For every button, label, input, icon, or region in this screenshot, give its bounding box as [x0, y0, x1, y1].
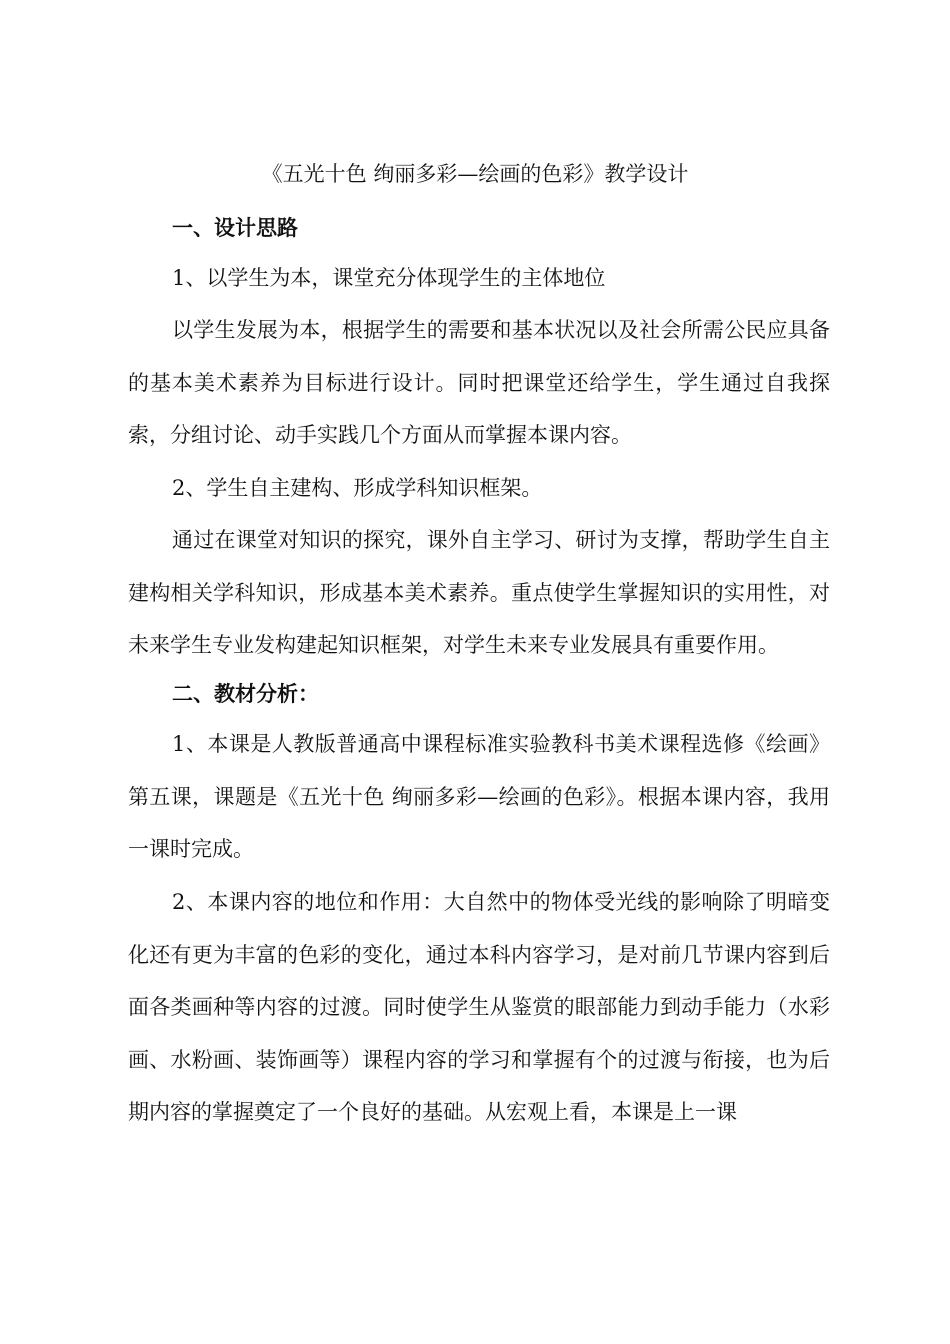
section2-item1-text: 1、本课是人教版普通高中课程标准实验教科书美术课程选修《绘画》第五课，课题是《五光十色 绚丽多彩—绘画的色彩》。根据本课内容，我用一课时完成。 [128, 732, 830, 861]
document-title: 《五光十色 绚丽多彩—绘画的色彩》教学设计 [261, 162, 689, 186]
section-heading-material-analysis: 二、教材分析： [172, 682, 319, 706]
section1-item2-text: 通过在课堂对知识的探究，课外自主学习、研讨为支撑，帮助学生自主建构相关学科知识，形成基本美术素养。重点使学生掌握知识的实用性，对未来学生专业发构建起知识框架，对学生未来专业发展具有重要作用。 [128, 528, 830, 657]
section2-item2-text: 2、本课内容的地位和作用：大自然中的物体受光线的影响除了明暗变化还有更为丰富的色彩的变化，通过本科内容学习，是对前几节课内容到后面各类画种等内容的过渡。同时使学生从鉴赏的眼部能力到动手能力（水彩画、水粉画、装饰画等）课程内容的学习和掌握有个的过渡与衔接，也为后期内容的掌握奠定了一个良好的基础。从宏观上看，本课是上一课 [128, 890, 830, 1124]
section1-item1-text: 以学生发展为本，根据学生的需要和基本状况以及社会所需公民应具备的基本美术素养为目标进行设计。同时把课堂还给学生，学生通过自我探索，分组讨论、动手实践几个方面从而掌握本课内容。 [128, 318, 830, 447]
section1-item1-title: 1、以学生为本，课堂充分体现学生的主体地位 [172, 266, 606, 290]
section1-item2-title: 2、学生自主建构、形成学科知识框架。 [172, 476, 543, 500]
section-heading-design-ideas: 一、设计思路 [172, 216, 298, 240]
